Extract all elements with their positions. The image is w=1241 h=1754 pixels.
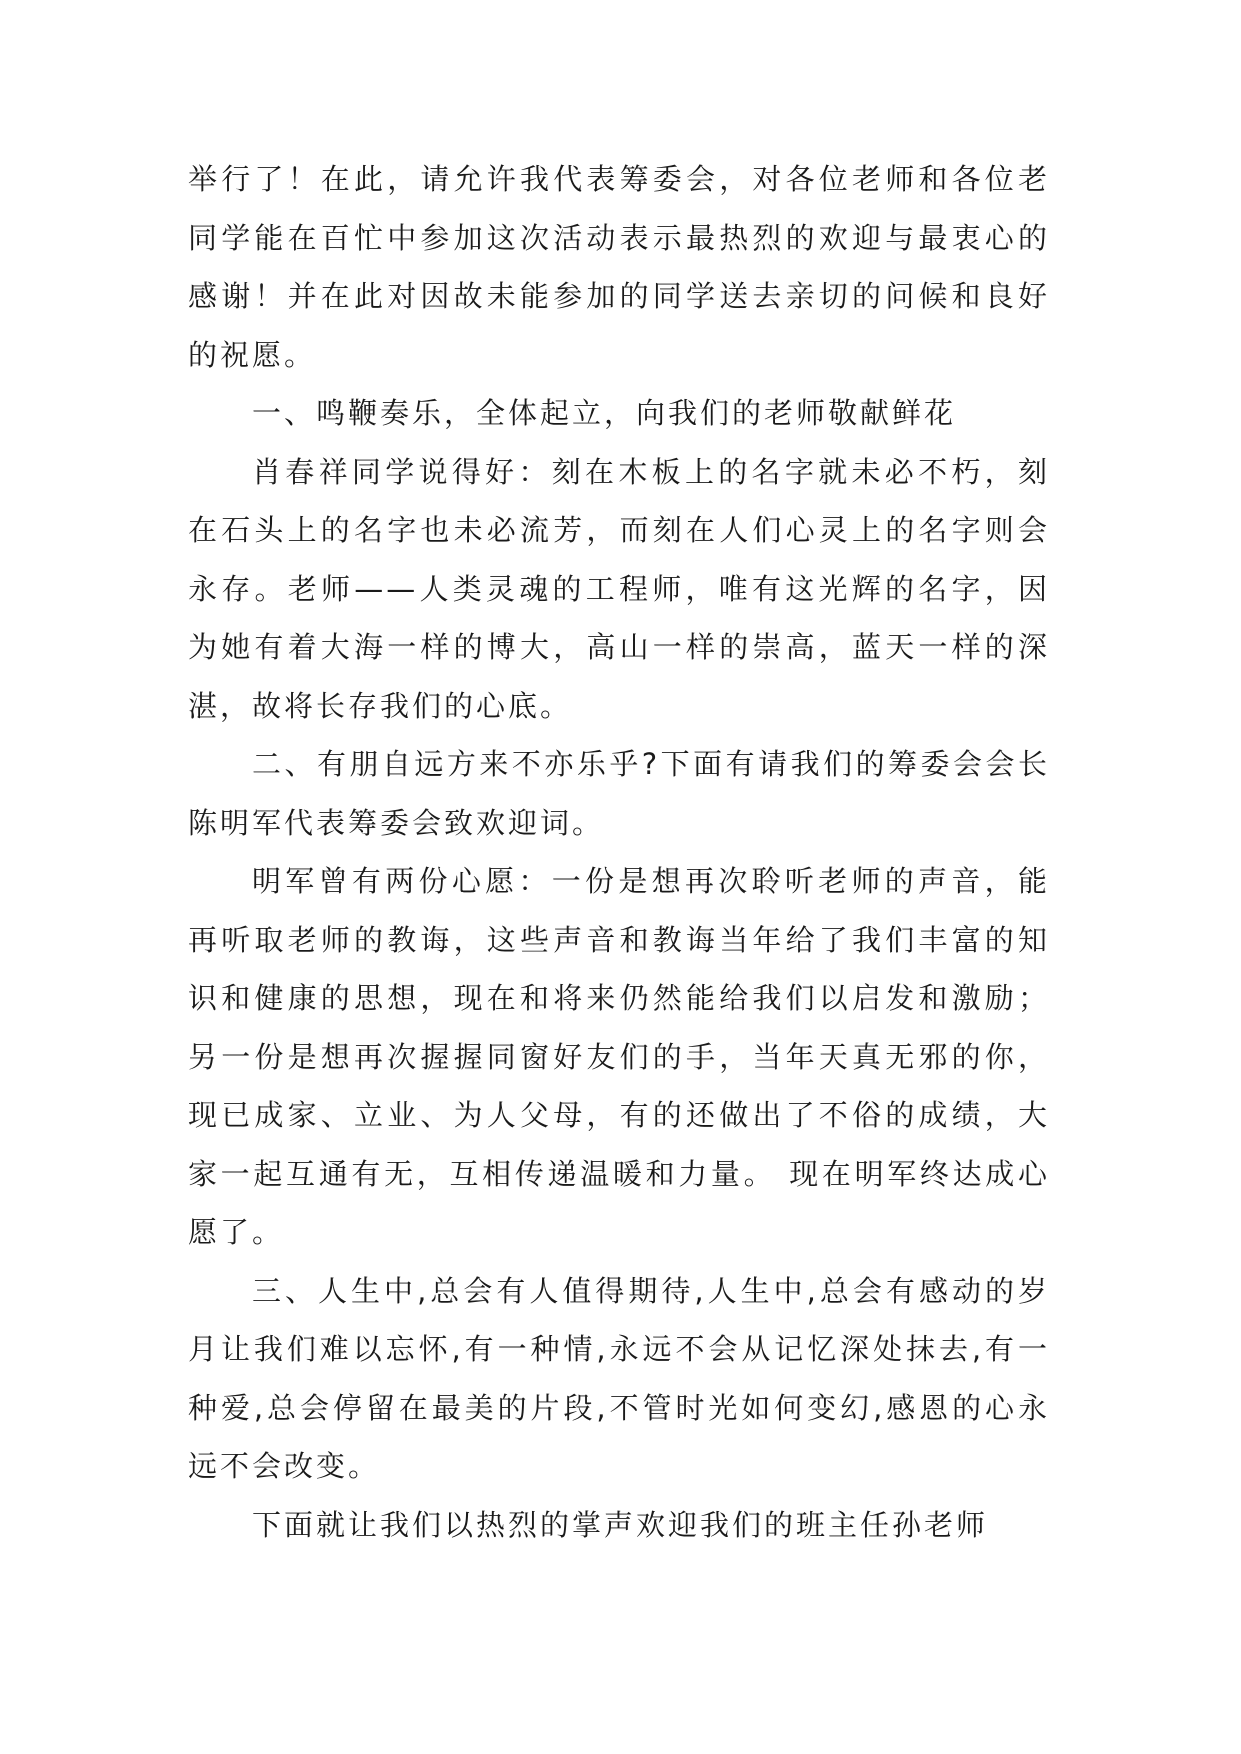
paragraph-3: 肖春祥同学说得好：刻在木板上的名字就未必不朽，刻在石头上的名字也未必流芳，而刻在人们心灵上的名字则会永存。老师——人类灵魂的工程师，唯有这光辉的名字，因为她有着大海一样的博大，高山一样的崇高，蓝天一样的深湛，故将长存我们的心底。 (188, 454, 1050, 723)
paragraph-6-heading: 三、人生中,总会有人值得期待,人生中,总会有感动的岁月让我们难以忘怀,有一种情,永远不会从记忆深处抹去,有一种爱,总会停留在最美的片段,不管时光如何变幻,感恩的心永远不会改变。 (188, 1273, 1050, 1483)
paragraph-2-heading: 一、鸣鞭奏乐，全体起立，向我们的老师敬献鲜花 (252, 396, 957, 430)
paragraph-5: 明军曾有两份心愿：一份是想再次聆听老师的声音，能再听取老师的教诲，这些声音和教诲当年给了我们丰富的知识和健康的思想，现在和将来仍然能给我们以启发和激励；另一份是想再次握握同窗好友们的手，当年天真无邪的你，现已成家、立业、为人父母，有的还做出了不俗的成绩，大家一起互通有无，互相传递温暖和力量。 现在明军终达成心愿了。 (188, 864, 1050, 1249)
paragraph-1: 举行了！在此，请允许我代表筹委会，对各位老师和各位老同学能在百忙中参加这次活动表示最热烈的欢迎与最衷心的感谢！并在此对因故未能参加的同学送去亲切的问候和良好的祝愿。 (188, 162, 1050, 372)
paragraph-4-heading: 二、有朋自远方来不亦乐乎?下面有请我们的筹委会会长陈明军代表筹委会致欢迎词。 (188, 747, 1050, 840)
document-body (188, 150, 1050, 1554)
paragraph-7: 下面就让我们以热烈的掌声欢迎我们的班主任孙老师 (252, 1507, 989, 1542)
